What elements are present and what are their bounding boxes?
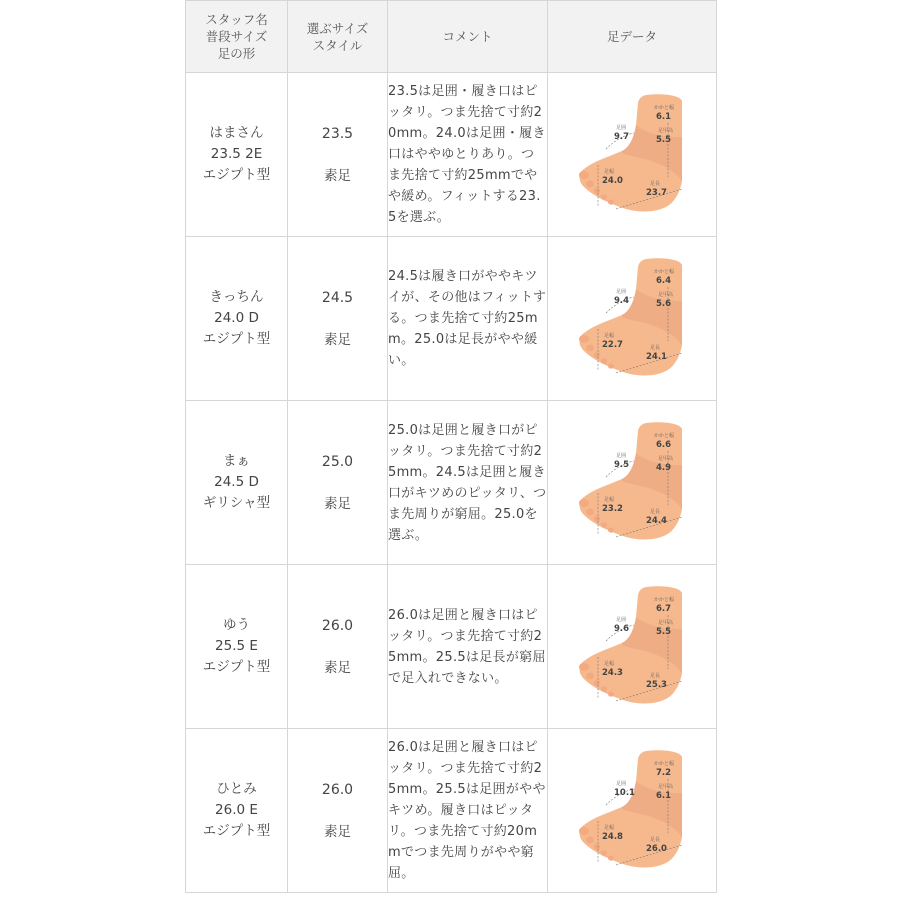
toe-shape: [579, 171, 589, 179]
length-label: 足長: [650, 672, 661, 679]
comment-text: 26.0は足囲と履き口はピッタリ。つま先捨て寸約25mm。25.5は足囲がややキツめ。履き口はピッタリ。つま先捨て寸約20mmでつま先周りがやや窮屈。: [388, 740, 546, 881]
table-header-row: [186, 1, 717, 73]
heel-width-value: 6.7: [656, 603, 672, 614]
staff-cell: [186, 73, 288, 237]
girth-value: 9.4: [614, 295, 630, 306]
comment-cell: [388, 73, 548, 237]
staff-cell: [186, 237, 288, 401]
comment-text: 26.0は足囲と履き口はピッタリ。つま先捨て寸約25mm。25.5は足長が窮屈で足入れできない。: [388, 607, 546, 686]
table-row: [186, 729, 717, 893]
header-size-line: スタイル: [312, 37, 363, 53]
style-label: 素足: [324, 823, 351, 840]
width-label: 足幅: [604, 824, 615, 831]
toe-shape: [579, 827, 589, 835]
table-row: [186, 401, 717, 565]
toe-shape: [594, 188, 601, 194]
foot-diagram: [576, 581, 688, 713]
length-label: 足長: [650, 836, 661, 843]
instep-value: 5.5: [656, 626, 672, 637]
heel-width-value: 6.4: [656, 275, 672, 286]
table-body: [186, 73, 717, 893]
instep-value: 5.6: [656, 298, 672, 309]
staff-usual-size: 25.5 E: [215, 638, 258, 654]
toe-shape: [608, 527, 614, 532]
length-label: 足長: [650, 344, 661, 351]
heel-width-value: 6.6: [656, 439, 672, 450]
length-value: 26.0: [646, 843, 667, 854]
staff-foot-shape: エジプト型: [202, 659, 271, 675]
header-staff-line: 足の形: [217, 46, 256, 61]
table-row: [186, 73, 717, 237]
width-value: 24.0: [602, 175, 623, 186]
toe-shape: [608, 363, 614, 368]
toe-shape: [586, 344, 594, 351]
toe-shape: [608, 199, 614, 204]
heel-width-label: かかと幅: [654, 104, 675, 111]
girth-label: 足囲: [616, 452, 627, 459]
toe-shape: [586, 180, 594, 187]
toe-shape: [608, 855, 614, 860]
style-label: 素足: [324, 331, 351, 348]
staff-name: まぁ: [223, 453, 250, 469]
instep-label: 足甲高: [658, 127, 674, 134]
toe-shape: [594, 352, 601, 358]
header-foot-data: 足データ: [548, 1, 717, 73]
width-value: 24.3: [602, 667, 623, 678]
staff-foot-shape: エジプト型: [202, 331, 271, 347]
toe-shape: [579, 663, 589, 671]
instep-label: 足甲高: [658, 619, 674, 626]
girth-label: 足囲: [616, 780, 627, 787]
instep-value: 5.5: [656, 134, 672, 145]
toe-shape: [601, 358, 607, 364]
table-row: [186, 565, 717, 729]
chosen-size: 26.0: [321, 781, 354, 798]
size-cell: [288, 237, 388, 401]
foot-data-cell: [548, 729, 717, 893]
width-value: 22.7: [602, 339, 623, 350]
size-comparison-table: [185, 0, 717, 893]
foot-diagram: [576, 745, 688, 877]
style-label: 素足: [324, 495, 351, 512]
staff-foot-shape: エジプト型: [202, 167, 271, 183]
comment-cell: [388, 729, 548, 893]
staff-cell: [186, 729, 288, 893]
staff-foot-shape: エジプト型: [202, 823, 271, 839]
comment-cell: [388, 565, 548, 729]
instep-label: 足甲高: [658, 455, 674, 462]
size-cell: [288, 401, 388, 565]
width-label: 足幅: [604, 168, 615, 175]
style-label: 素足: [324, 659, 351, 676]
foot-data-cell: [548, 401, 717, 565]
width-label: 足幅: [604, 332, 615, 339]
toe-shape: [594, 844, 601, 850]
foot-data-cell: [548, 73, 717, 237]
comment-cell: [388, 401, 548, 565]
foot-data-cell: [548, 565, 717, 729]
chosen-size: 23.5: [321, 125, 354, 142]
length-label: 足長: [650, 508, 661, 515]
instep-value: 4.9: [656, 462, 672, 473]
girth-label: 足囲: [616, 288, 627, 295]
header-size-line: 選ぶサイズ: [306, 20, 369, 36]
header-size: [288, 1, 388, 73]
toe-shape: [601, 194, 607, 200]
toe-shape: [586, 836, 594, 843]
chosen-size: 25.0: [321, 453, 354, 470]
toe-shape: [601, 522, 607, 528]
width-label: 足幅: [604, 660, 615, 667]
foot-diagram: [576, 89, 688, 221]
width-value: 23.2: [602, 503, 623, 514]
heel-width-label: かかと幅: [654, 432, 675, 439]
heel-width-label: かかと幅: [654, 760, 675, 767]
toe-shape: [579, 335, 589, 343]
width-value: 24.8: [602, 831, 623, 842]
staff-name: はまさん: [209, 125, 264, 141]
instep-label: 足甲高: [658, 291, 674, 298]
staff-name: きっちん: [209, 289, 264, 305]
length-value: 23.7: [646, 187, 667, 198]
heel-width-label: かかと幅: [654, 268, 675, 275]
size-cell: [288, 565, 388, 729]
foot-diagram: [576, 253, 688, 385]
style-label: 素足: [324, 167, 351, 184]
header-staff-line: スタッフ名: [205, 12, 268, 27]
chosen-size: 26.0: [321, 617, 354, 634]
staff-name: ゆう: [223, 617, 250, 633]
girth-value: 10.1: [614, 787, 635, 798]
length-label: 足長: [650, 180, 661, 187]
width-label: 足幅: [604, 496, 615, 503]
comment-cell: [388, 237, 548, 401]
size-cell: [288, 73, 388, 237]
length-value: 25.3: [646, 679, 667, 690]
header-staff: [186, 1, 288, 73]
girth-label: 足囲: [616, 124, 627, 131]
staff-usual-size: 26.0 E: [215, 802, 258, 818]
staff-cell: [186, 565, 288, 729]
header-staff-line: 普段サイズ: [205, 29, 268, 44]
length-value: 24.1: [646, 351, 667, 362]
staff-usual-size: 24.5 D: [214, 474, 259, 490]
table-row: [186, 237, 717, 401]
staff-cell: [186, 401, 288, 565]
heel-width-value: 6.1: [656, 111, 672, 122]
instep-value: 6.1: [656, 790, 672, 801]
comment-text: 23.5は足囲・履き口はピッタリ。つま先捨て寸約20mm。24.0は足囲・履き口はややゆとりあり。つま先捨て寸約25mmでやや緩め。フィットする23.5を選ぶ。: [388, 84, 546, 225]
girth-value: 9.5: [614, 459, 630, 470]
toe-shape: [594, 680, 601, 686]
girth-label: 足囲: [616, 616, 627, 623]
heel-width-label: かかと幅: [654, 596, 675, 603]
toe-shape: [594, 516, 601, 522]
foot-diagram: [576, 417, 688, 549]
toe-shape: [579, 499, 589, 507]
staff-usual-size: 24.0 D: [214, 310, 259, 326]
toe-shape: [586, 672, 594, 679]
comment-text: 25.0は足囲と履き口がピッタリ。つま先捨て寸約25mm。24.5は足囲と履き口がキツめのピッタリ、つま先周りが窮屈。25.0を選ぶ。: [388, 422, 547, 543]
toe-shape: [586, 508, 594, 515]
size-cell: [288, 729, 388, 893]
staff-foot-shape: ギリシャ型: [202, 495, 271, 511]
header-comment: コメント: [388, 1, 548, 73]
foot-data-cell: [548, 237, 717, 401]
girth-value: 9.6: [614, 623, 630, 634]
instep-label: 足甲高: [658, 783, 674, 790]
length-value: 24.4: [646, 515, 667, 526]
toe-shape: [608, 691, 614, 696]
heel-width-value: 7.2: [656, 767, 672, 778]
toe-shape: [601, 850, 607, 856]
comment-text: 24.5は履き口がややキツイが、その他はフィットする。つま先捨て寸約25mm。25.0は足長がやや緩い。: [388, 269, 547, 368]
toe-shape: [601, 686, 607, 692]
chosen-size: 24.5: [321, 289, 354, 306]
staff-name: ひとみ: [216, 781, 257, 797]
staff-usual-size: 23.5 2E: [210, 146, 263, 162]
girth-value: 9.7: [614, 131, 630, 142]
